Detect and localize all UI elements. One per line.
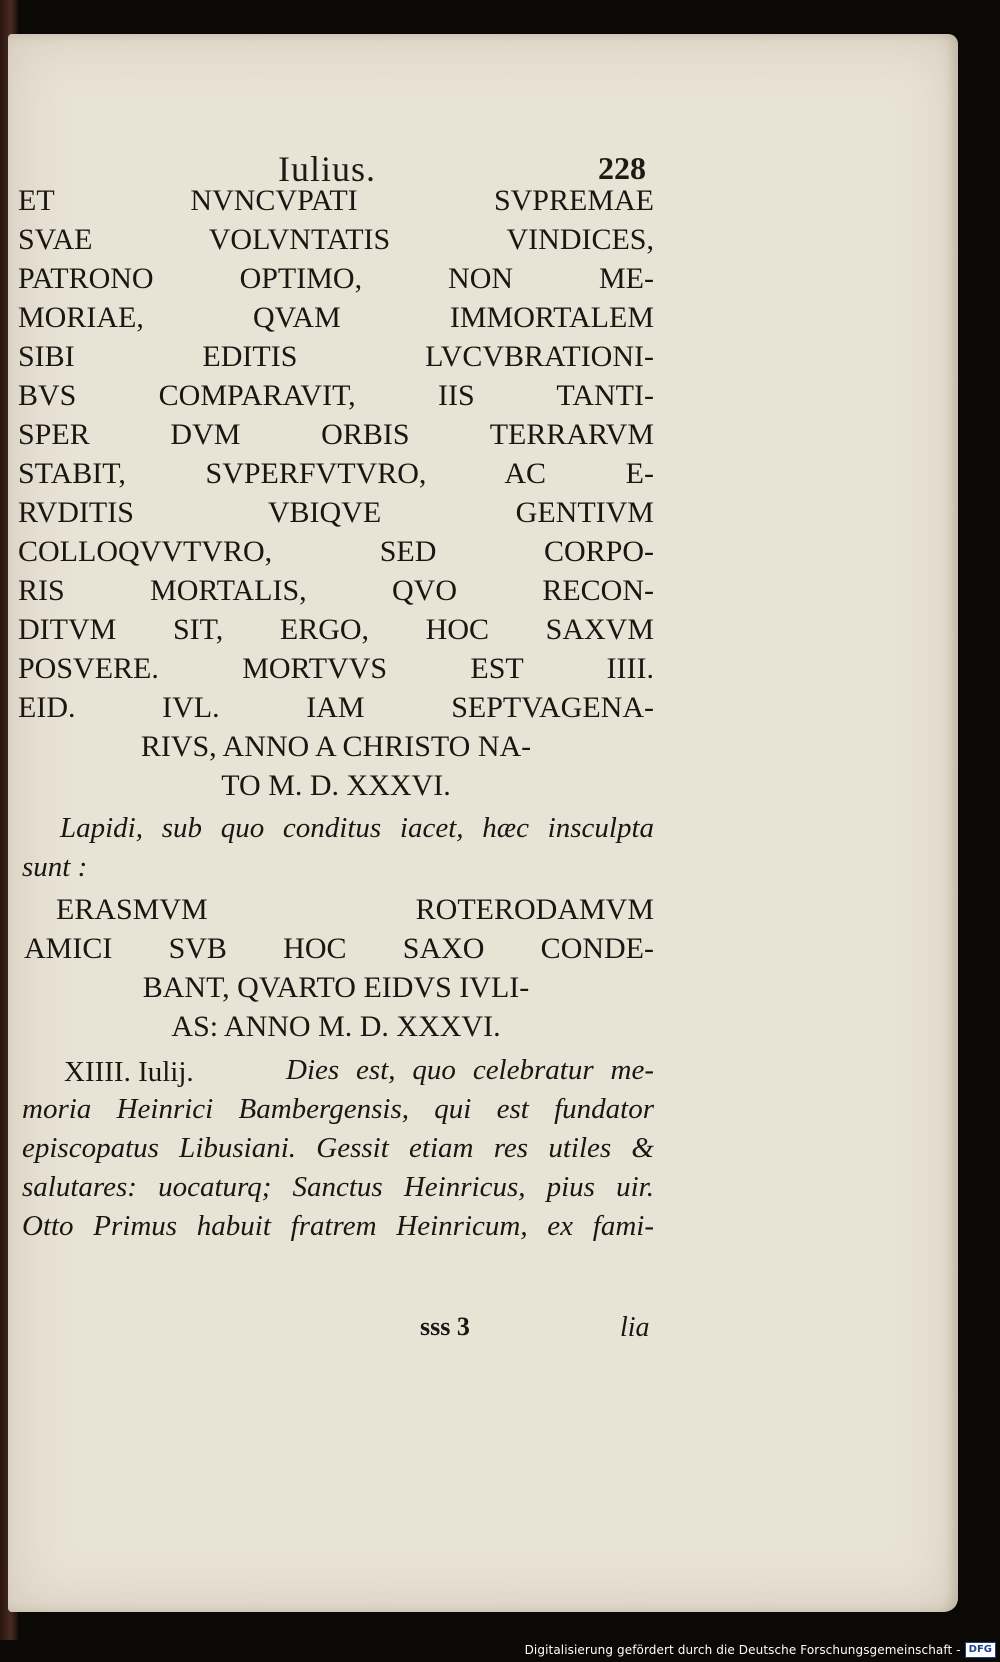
inscription-line: DITVM SIT, ERGO, HOC SAXVM: [18, 613, 654, 646]
signature-line: [0, 1312, 1000, 1352]
entry-line: salutares: uocaturq; Sanctus Heinricus, pius uir.: [22, 1171, 654, 1203]
inscription-line: BANT, QVARTO EIDVS IVLI-: [142, 971, 530, 1004]
inscription-line: BVS COMPARAVIT, IIS TANTI-: [18, 379, 654, 412]
page-number: 228: [598, 150, 646, 186]
inscription-line: ET NVNCVPATI SVPREMAE: [18, 184, 654, 217]
inscription-line: PATRONO OPTIMO, NON ME-: [18, 262, 654, 295]
intro-line: Lapidi, sub quo conditus iacet, hæc insculpta: [60, 812, 654, 844]
running-head: Iulius.: [278, 149, 377, 189]
entry-line: moria Heinrici Bambergensis, qui est fundator: [22, 1093, 654, 1125]
inscription-line: POSVERE. MORTVVS EST IIII.: [18, 652, 654, 685]
entry-line: Dies est, quo celebratur me-: [286, 1054, 654, 1086]
inscription-line: RIVS, ANNO A CHRISTO NA-: [140, 730, 532, 763]
dfg-logo: DFG: [965, 1642, 996, 1658]
inscription-line: STABIT, SVPERFVTVRO, AC E-: [18, 457, 654, 490]
footer-credit: Digitalisierung gefördert durch die Deutsche Forschungsgemeinschaft -: [524, 1643, 961, 1657]
inscription-line: ERASMVM ROTERODAMVM: [56, 893, 654, 926]
entry-line: Otto Primus habuit fratrem Heinricum, ex fami-: [22, 1210, 654, 1242]
inscription-line: SVAE VOLVNTATIS VINDICES,: [18, 223, 654, 256]
intro-line: sunt :: [22, 851, 88, 883]
signature-mark: sss 3: [420, 1312, 470, 1341]
inscription-line: AS: ANNO M. D. XXXVI.: [171, 1010, 501, 1043]
inscription-line: TO M. D. XXXVI.: [221, 769, 451, 802]
catchword: lia: [620, 1312, 650, 1343]
inscription-line: SPER DVM ORBIS TERRARVM: [18, 418, 654, 451]
inscription-line: MORIAE, QVAM IMMORTALEM: [18, 301, 654, 334]
inscription-line: SIBI EDITIS LVCVBRATIONI-: [18, 340, 654, 373]
entry-line: episcopatus Libusiani. Gessit etiam res utiles &: [22, 1132, 654, 1164]
inscription-line: RIS MORTALIS, QVO RECON-: [18, 574, 654, 607]
footer: [525, 1640, 996, 1660]
inscription-line: RVDITIS VBIQVE GENTIVM: [18, 496, 654, 529]
inscription-line: COLLOQVVTVRO, SED CORPO-: [18, 535, 654, 568]
inscription-line: AMICI SVB HOC SAXO CONDE-: [24, 932, 654, 965]
inscription-line: EID. IVL. IAM SEPTVAGENA-: [18, 691, 654, 724]
entry-date: XIIII. Iulij.: [64, 1056, 194, 1088]
